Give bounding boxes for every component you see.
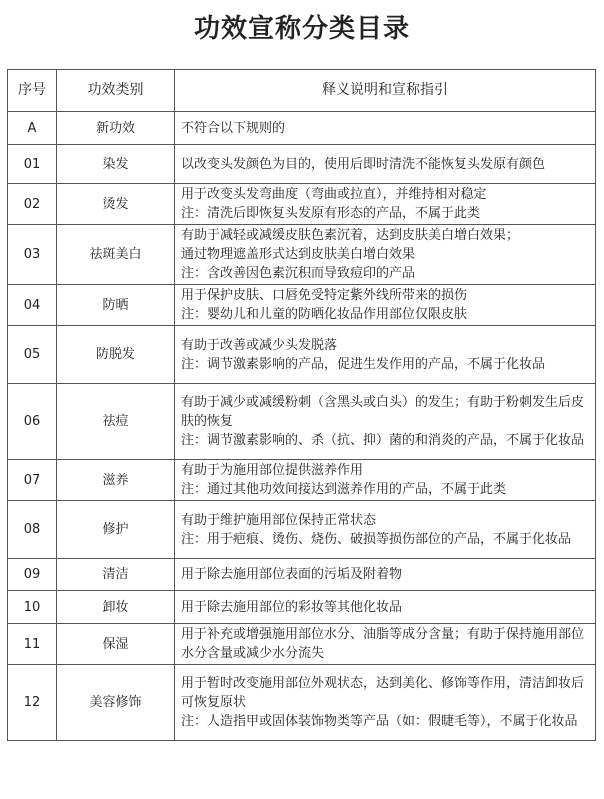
row-category: 修护 xyxy=(57,501,175,559)
row-number: 04 xyxy=(8,285,57,326)
row-category: 清洁 xyxy=(57,559,175,591)
table-row xyxy=(8,665,596,741)
row-description xyxy=(175,225,596,285)
description-note: 注：用于疤痕、烫伤、烧伤、破损等损伤部位的产品，不属于化妆品 xyxy=(181,531,572,547)
row-description xyxy=(175,501,596,559)
table-row xyxy=(8,184,596,225)
row-category: 保湿 xyxy=(57,624,175,665)
row-number: 07 xyxy=(8,460,57,501)
row-number: 10 xyxy=(8,591,57,624)
row-number: 01 xyxy=(8,145,57,184)
row-description xyxy=(175,326,596,384)
description-text: 以改变头发颜色为目的，使用后即时清洗不能恢复头发原有颜色 xyxy=(181,156,546,172)
table-row xyxy=(8,501,596,559)
row-number: 06 xyxy=(8,384,57,460)
table-row xyxy=(8,559,596,591)
header-description: 释义说明和宣称指引 xyxy=(175,70,596,112)
row-description xyxy=(175,145,596,184)
row-description xyxy=(175,665,596,741)
efficacy-claims-table xyxy=(7,69,596,741)
description-note: 注：含改善因色素沉积而导致痘印的产品 xyxy=(181,266,416,281)
row-description xyxy=(175,460,596,501)
description-text: 有助于减少或减缓粉刺（含黑头或白头）的发生；有助于粉刺发生后皮肤的恢复 xyxy=(181,395,585,429)
row-description xyxy=(175,112,596,145)
description-text: 用于补充或增强施用部位水分、油脂等成分含量；有助于保持施用部位水分含量或减少水分流失 xyxy=(181,627,585,661)
row-number: 03 xyxy=(8,225,57,285)
description-text: 有助于为施用部位提供滋养作用 xyxy=(181,463,364,478)
description-text: 用于改变头发弯曲度（弯曲或拉直），并维持相对稳定 xyxy=(181,187,487,202)
row-category: 滋养 xyxy=(57,460,175,501)
row-category: 防晒 xyxy=(57,285,175,326)
header-category: 功效类别 xyxy=(57,70,175,112)
row-number: 05 xyxy=(8,326,57,384)
row-description xyxy=(175,384,596,460)
description-text: 不符合以下规则的 xyxy=(181,120,286,136)
row-category: 烫发 xyxy=(57,184,175,225)
row-description xyxy=(175,285,596,326)
table-row xyxy=(8,225,596,285)
description-note: 注：通过其他功效间接达到滋养作用的产品，不属于此类 xyxy=(181,482,507,497)
table-row xyxy=(8,326,596,384)
row-category: 祛斑美白 xyxy=(57,225,175,285)
page-title: 功效宣称分类目录 xyxy=(193,14,410,44)
description-note: 注：人造指甲或固体装饰物类等产品（如：假睫毛等），不属于化妆品 xyxy=(181,714,578,729)
description-text: 用于除去施用部位表面的污垢及附着物 xyxy=(181,567,403,582)
description-note: 注：婴幼儿和儿童的防晒化妆品作用部位仅限皮肤 xyxy=(181,307,468,322)
row-category: 美容修饰 xyxy=(57,665,175,741)
row-description xyxy=(175,591,596,624)
row-number: A xyxy=(8,112,57,145)
row-description xyxy=(175,559,596,591)
table-row xyxy=(8,624,596,665)
description-text: 有助于维护施用部位保持正常状态 xyxy=(181,512,377,528)
table-row xyxy=(8,285,596,326)
row-number: 08 xyxy=(8,501,57,559)
table-header-row xyxy=(8,70,596,112)
row-category: 卸妆 xyxy=(57,591,175,624)
row-category: 染发 xyxy=(57,145,175,184)
description-note: 通过物理遮盖形式达到皮肤美白增白效果 xyxy=(181,247,416,262)
description-text: 用于暂时改变施用部位外观状态，达到美化、修饰等作用，清洁卸妆后可恢复原状 xyxy=(181,676,585,710)
description-text: 有助于改善或减少头发脱落 xyxy=(181,337,338,353)
row-description xyxy=(175,624,596,665)
row-number: 02 xyxy=(8,184,57,225)
description-text: 用于保护皮肤、口唇免受特定紫外线所带来的损伤 xyxy=(181,288,468,303)
description-note: 注：调节激素影响的产品，促进生发作用的产品，不属于化妆品 xyxy=(181,356,546,372)
table-row xyxy=(8,591,596,624)
row-number: 11 xyxy=(8,624,57,665)
row-description xyxy=(175,184,596,225)
description-text: 有助于减轻或减缓皮肤色素沉着，达到皮肤美白增白效果； xyxy=(181,228,520,243)
table-row xyxy=(8,460,596,501)
description-note: 注：调节激素影响的、杀（抗、抑）菌的和消炎的产品，不属于化妆品 xyxy=(181,433,585,448)
header-number: 序号 xyxy=(8,70,57,112)
row-category: 祛痘 xyxy=(57,384,175,460)
table-row xyxy=(8,112,596,145)
table-row xyxy=(8,145,596,184)
row-number: 09 xyxy=(8,559,57,591)
table-row xyxy=(8,384,596,460)
row-category: 防脱发 xyxy=(57,326,175,384)
description-note: 注：清洗后即恢复头发原有形态的产品，不属于此类 xyxy=(181,206,481,221)
row-number: 12 xyxy=(8,665,57,741)
description-text: 用于除去施用部位的彩妆等其他化妆品 xyxy=(181,599,403,615)
row-category: 新功效 xyxy=(57,112,175,145)
